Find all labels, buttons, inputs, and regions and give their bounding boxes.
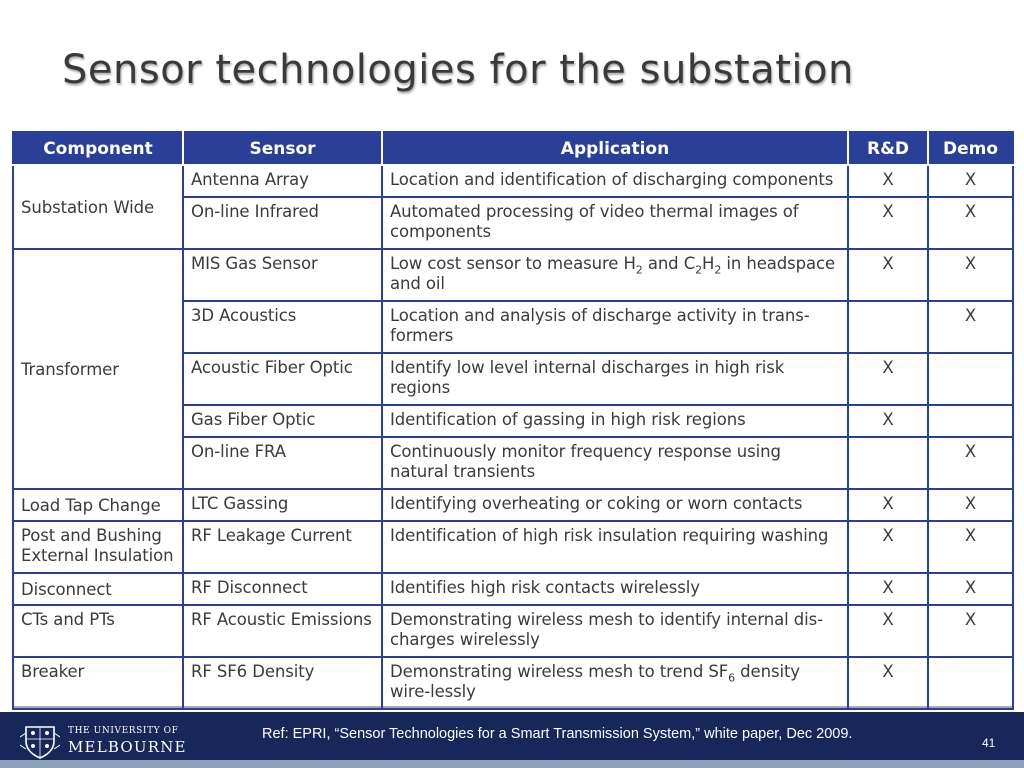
sensor-cell: RF Leakage Current xyxy=(183,521,382,573)
demo-cell: X xyxy=(928,197,1013,249)
rd-cell: X xyxy=(848,249,928,301)
table-row xyxy=(13,249,1013,301)
header-application: Application xyxy=(382,132,848,165)
demo-cell: X xyxy=(928,165,1013,197)
component-cell: Substation Wide xyxy=(13,165,183,249)
component-cell: Transformer xyxy=(13,249,183,489)
rd-cell: X xyxy=(848,197,928,249)
application-cell: Location and identification of discharging components xyxy=(382,165,848,197)
sensor-cell: LTC Gassing xyxy=(183,489,382,521)
application-cell: Demonstrating wireless mesh to trend $SF_6$ density wire-lessly xyxy=(382,657,848,709)
application-cell: Identifies high risk contacts wirelessly xyxy=(382,573,848,605)
logo-line-1: THE UNIVERSITY OF xyxy=(68,726,179,736)
demo-cell: X xyxy=(928,437,1013,489)
header-rd: R&D xyxy=(848,132,928,165)
demo-cell xyxy=(928,405,1013,437)
sensor-cell: RF SF6 Density xyxy=(183,657,382,709)
demo-cell: X xyxy=(928,521,1013,573)
logo-line-2: MELBOURNE xyxy=(68,738,187,756)
application-cell: Continuously monitor frequency response using natural transients xyxy=(382,437,848,489)
sensor-cell: Gas Fiber Optic xyxy=(183,405,382,437)
table-row xyxy=(13,165,1013,197)
application-cell: Location and analysis of discharge activity in trans-formers xyxy=(382,301,848,353)
sensor-cell: On-line Infrared xyxy=(183,197,382,249)
demo-cell: X xyxy=(928,249,1013,301)
university-logo xyxy=(20,723,187,759)
component-cell: Post and Bushing External Insulation xyxy=(13,521,183,573)
header-sensor: Sensor xyxy=(183,132,382,165)
application-cell: Identifying overheating or coking or worn contacts xyxy=(382,489,848,521)
demo-cell xyxy=(928,353,1013,405)
rd-cell: X xyxy=(848,605,928,657)
header-component: Component xyxy=(13,132,183,165)
component-cell: Disconnect xyxy=(13,573,183,605)
slide-title: Sensor technologies for the substation xyxy=(62,47,854,93)
sensor-cell: 3D Acoustics xyxy=(183,301,382,353)
rd-cell: X xyxy=(848,521,928,573)
sensor-cell: RF Acoustic Emissions xyxy=(183,605,382,657)
demo-cell xyxy=(928,657,1013,709)
application-cell: Demonstrating wireless mesh to identify internal dis-charges wirelessly xyxy=(382,605,848,657)
table-row xyxy=(13,605,1013,657)
table-row xyxy=(13,489,1013,521)
application-cell: Identify low level internal discharges in high risk regions xyxy=(382,353,848,405)
rd-cell: X xyxy=(848,489,928,521)
sensor-table-container xyxy=(12,131,1012,708)
component-cell: Breaker xyxy=(13,657,183,709)
table-row xyxy=(13,521,1013,573)
sensor-cell: RF Disconnect xyxy=(183,573,382,605)
component-cell: Load Tap Change xyxy=(13,489,183,521)
application-cell: Low cost sensor to measure $H_2$ and $C_2H_2$ in headspace and oil xyxy=(382,249,848,301)
demo-cell: X xyxy=(928,573,1013,605)
table-row xyxy=(13,657,1013,709)
table-header-row xyxy=(13,132,1013,165)
rd-cell xyxy=(848,437,928,489)
university-crest-icon xyxy=(20,723,60,759)
sensor-cell: Antenna Array xyxy=(183,165,382,197)
sensor-table xyxy=(12,131,1014,710)
component-cell: CTs and PTs xyxy=(13,605,183,657)
rd-cell xyxy=(848,301,928,353)
rd-cell: X xyxy=(848,353,928,405)
sensor-cell: MIS Gas Sensor xyxy=(183,249,382,301)
rd-cell: X xyxy=(848,405,928,437)
header-demo: Demo xyxy=(928,132,1013,165)
rd-cell: X xyxy=(848,573,928,605)
rd-cell: X xyxy=(848,165,928,197)
reference-citation: Ref: EPRI, “Sensor Technologies for a Smart Transmission System,” white paper, Dec 2009. xyxy=(262,726,853,742)
application-cell: Automated processing of video thermal images of components xyxy=(382,197,848,249)
sensor-cell: On-line FRA xyxy=(183,437,382,489)
demo-cell: X xyxy=(928,605,1013,657)
table-row xyxy=(13,573,1013,605)
demo-cell: X xyxy=(928,301,1013,353)
page-number: 41 xyxy=(982,736,996,750)
rd-cell: X xyxy=(848,657,928,709)
sensor-cell: Acoustic Fiber Optic xyxy=(183,353,382,405)
footer-stripe xyxy=(0,760,1024,768)
slide-footer xyxy=(0,712,1024,768)
application-cell: Identification of gassing in high risk regions xyxy=(382,405,848,437)
demo-cell: X xyxy=(928,489,1013,521)
application-cell: Identification of high risk insulation requiring washing xyxy=(382,521,848,573)
